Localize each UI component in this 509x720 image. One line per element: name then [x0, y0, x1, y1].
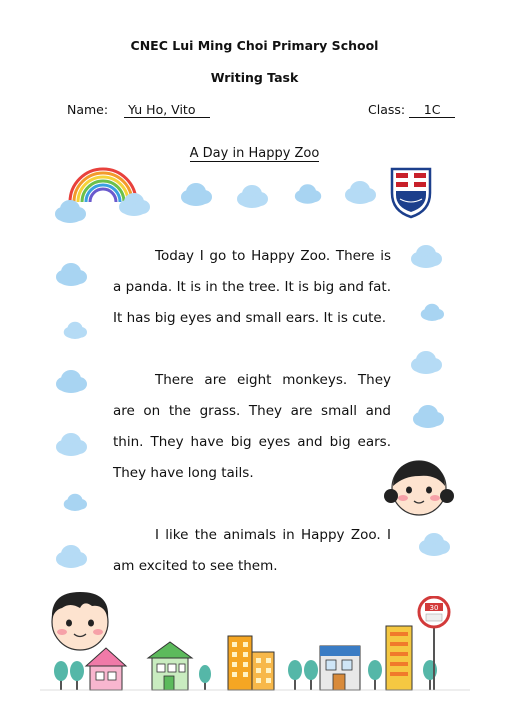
- cloud-icon: [63, 490, 89, 512]
- pink-house-icon: [86, 648, 126, 690]
- svg-text:30: 30: [429, 604, 439, 612]
- class-row: [368, 102, 455, 118]
- paragraph-1: Today I go to Happy Zoo. There is a panda. It is in the tree. It is big and fat. It has big eyes and small ears. It is cute.: [113, 248, 391, 326]
- class-label: Class:: [368, 102, 406, 117]
- cloud-icon: [410, 240, 444, 270]
- cloud-icon: [412, 400, 446, 430]
- green-house-icon: [148, 642, 192, 690]
- cloud-icon: [344, 176, 378, 206]
- cloud-icon: [55, 428, 89, 458]
- cloud-icon: [418, 528, 452, 558]
- name-row: [67, 102, 210, 118]
- school-crest-icon: [386, 165, 436, 220]
- cloud-icon: [55, 365, 89, 395]
- cloud-icon: [420, 300, 446, 322]
- cloud-icon: [236, 180, 270, 210]
- town-scene: [40, 596, 470, 720]
- shop-building-icon: [320, 646, 360, 690]
- orange-building-icon: [228, 636, 274, 690]
- essay-title: A Day in Happy Zoo: [189, 146, 320, 161]
- tall-building-icon: [386, 626, 412, 690]
- class-value: 1C: [409, 103, 455, 118]
- cloud-icon: [55, 258, 89, 288]
- name-value: Yu Ho, Vito: [124, 103, 210, 118]
- cloud-icon: [63, 318, 89, 340]
- task-title: Writing Task: [210, 70, 299, 85]
- paragraph-2: There are eight monkeys. They are on the grass. They are small and thin. They have big eyes and big ears. They have long tails.: [113, 372, 391, 481]
- bus-stop-sign-icon: [419, 597, 449, 690]
- cloud-icon: [118, 188, 152, 218]
- school-name: CNEC Lui Ming Choi Primary School: [130, 38, 379, 53]
- cloud-icon: [294, 180, 324, 206]
- cloud-icon: [180, 178, 214, 208]
- cloud-icon: [54, 195, 88, 225]
- name-label: Name:: [67, 102, 109, 117]
- girl-face-icon: [384, 452, 454, 520]
- cloud-icon: [55, 540, 89, 570]
- paragraph-3: I like the animals in Happy Zoo. I am excited to see them.: [113, 527, 391, 574]
- cloud-icon: [410, 346, 444, 376]
